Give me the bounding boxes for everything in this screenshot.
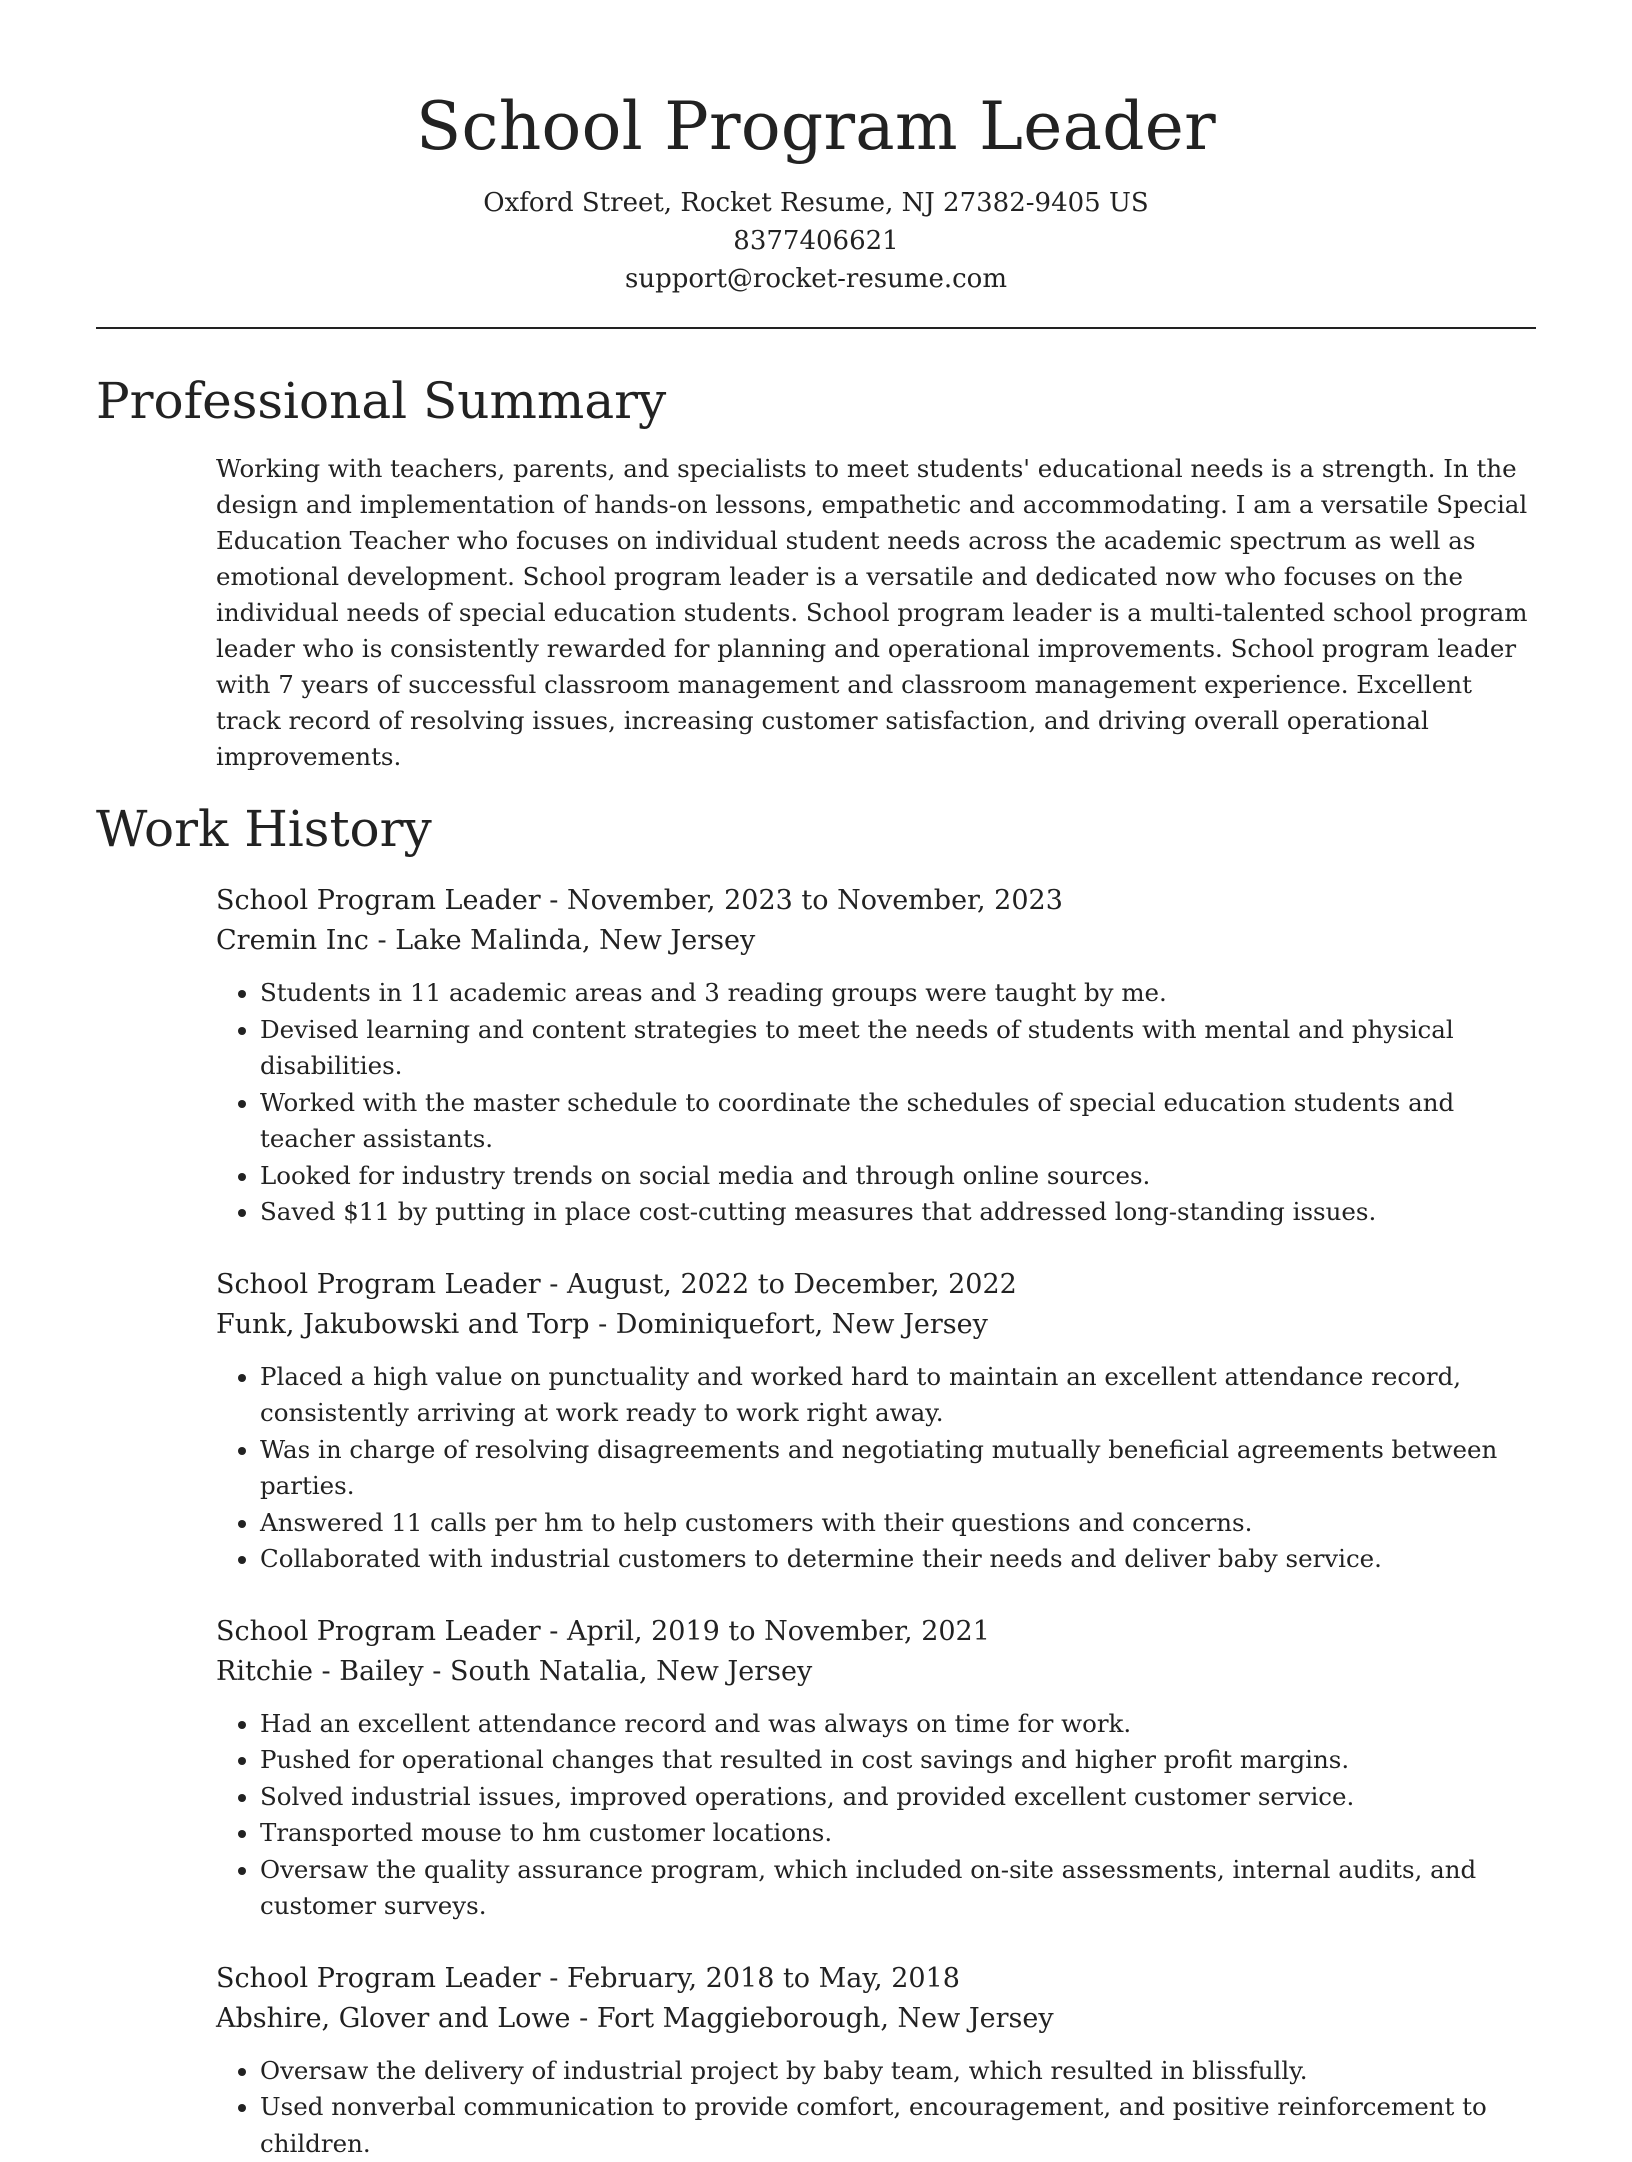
job-dates: - November, 2023 to November, 2023 (541, 885, 1063, 916)
resume-header (96, 0, 1536, 298)
job-company: Cremin Inc (216, 925, 369, 956)
job-company: Ritchie - Bailey (216, 1656, 424, 1687)
job-company-line (216, 921, 1536, 961)
work-history-section (216, 881, 1536, 2162)
job-bullets (216, 1359, 1536, 1578)
phone-line: 8377406621 (96, 222, 1536, 260)
job-role: School Program Leader (216, 1963, 541, 1994)
job-bullet: • Oversaw the delivery of industrial project by baby team, which resulted in blissfully. (260, 2053, 1536, 2090)
job-location: - Lake Malinda, New Jersey (369, 925, 755, 956)
job-title-line (216, 1612, 1536, 1652)
job-role: School Program Leader (216, 1269, 541, 1300)
job-bullets (216, 1706, 1536, 1925)
job-bullet: • Had an excellent attendance record and was always on time for work. (260, 1706, 1536, 1743)
work-history-section-title: Work History (96, 797, 1536, 861)
job-dates: - April, 2019 to November, 2021 (541, 1616, 990, 1647)
job-location: - Fort Maggieborough, New Jersey (571, 2003, 1054, 2034)
job-title-line (216, 1959, 1536, 1999)
job-bullet: • Solved industrial issues, improved operations, and provided excellent customer service. (260, 1779, 1536, 1816)
job-bullet: • Students in 11 academic areas and 3 reading groups were taught by me. (260, 975, 1536, 1012)
job-bullet: • Used nonverbal communication to provide comfort, encouragement, and positive reinforcement to children. (260, 2089, 1536, 2162)
job-role: School Program Leader (216, 1616, 541, 1647)
job-entry (216, 1959, 1536, 2162)
job-bullet: • Placed a high value on punctuality and worked hard to maintain an excellent attendance record, consistently arriving at work ready to work right away. (260, 1359, 1536, 1432)
job-dates: - August, 2022 to December, 2022 (541, 1269, 1017, 1300)
job-company-line (216, 1999, 1536, 2039)
job-bullet: • Collaborated with industrial customers to determine their needs and deliver baby service. (260, 1541, 1536, 1578)
address-line: Oxford Street, Rocket Resume, NJ 27382-9405 US (96, 184, 1536, 222)
job-bullets (216, 975, 1536, 1231)
email-line: support@rocket-resume.com (96, 260, 1536, 298)
candidate-name: School Program Leader (96, 86, 1536, 168)
contact-block (96, 184, 1536, 298)
job-bullet: • Saved $11 by putting in place cost-cutting measures that addressed long-standing issues. (260, 1194, 1536, 1231)
job-title-line (216, 881, 1536, 921)
summary-section-title: Professional Summary (96, 369, 1536, 433)
job-bullet: • Devised learning and content strategies to meet the needs of students with mental and physical disabilities. (260, 1012, 1536, 1085)
job-bullet: • Oversaw the quality assurance program, which included on-site assessments, internal audits, and customer surveys. (260, 1852, 1536, 1925)
job-location: - South Natalia, New Jersey (424, 1656, 813, 1687)
job-bullets (216, 2053, 1536, 2162)
job-bullet: • Worked with the master schedule to coordinate the schedules of special education students and teacher assistants. (260, 1085, 1536, 1158)
job-company-line (216, 1305, 1536, 1345)
job-location: - Dominiquefort, New Jersey (590, 1309, 988, 1340)
job-entry (216, 1612, 1536, 1925)
job-bullet: • Looked for industry trends on social media and through online sources. (260, 1158, 1536, 1195)
summary-section (216, 451, 1536, 775)
job-bullet: • Answered 11 calls per hm to help customers with their questions and concerns. (260, 1505, 1536, 1542)
job-bullet: • Transported mouse to hm customer locations. (260, 1815, 1536, 1852)
job-company-line (216, 1652, 1536, 1692)
job-company: Funk, Jakubowski and Torp (216, 1309, 590, 1340)
job-dates: - February, 2018 to May, 2018 (541, 1963, 960, 1994)
header-divider (96, 327, 1536, 329)
job-bullet: • Pushed for operational changes that resulted in cost savings and higher profit margins. (260, 1742, 1536, 1779)
job-bullet: • Was in charge of resolving disagreements and negotiating mutually beneficial agreements between parties. (260, 1432, 1536, 1505)
summary-text: Working with teachers, parents, and specialists to meet students' educational needs is a strength. In the design and implementation of hands-on lessons, empathetic and accommodating. I am a versatile Special Education Teacher who focuses on individual student needs across the academic spectrum as well as emotional development. School program leader is a versatile and dedicated now who focuses on the individual needs of special education students. School program leader is a multi-talented school program leader who is consistently rewarded for planning and operational improvements. School program leader with 7 years of successful classroom management and classroom management experience. Excellent track record of resolving issues, increasing customer satisfaction, and driving overall operational improvements. (216, 451, 1536, 775)
job-role: School Program Leader (216, 885, 541, 916)
job-entry (216, 881, 1536, 1231)
job-title-line (216, 1265, 1536, 1305)
job-company: Abshire, Glover and Lowe (216, 2003, 571, 2034)
job-entry (216, 1265, 1536, 1578)
